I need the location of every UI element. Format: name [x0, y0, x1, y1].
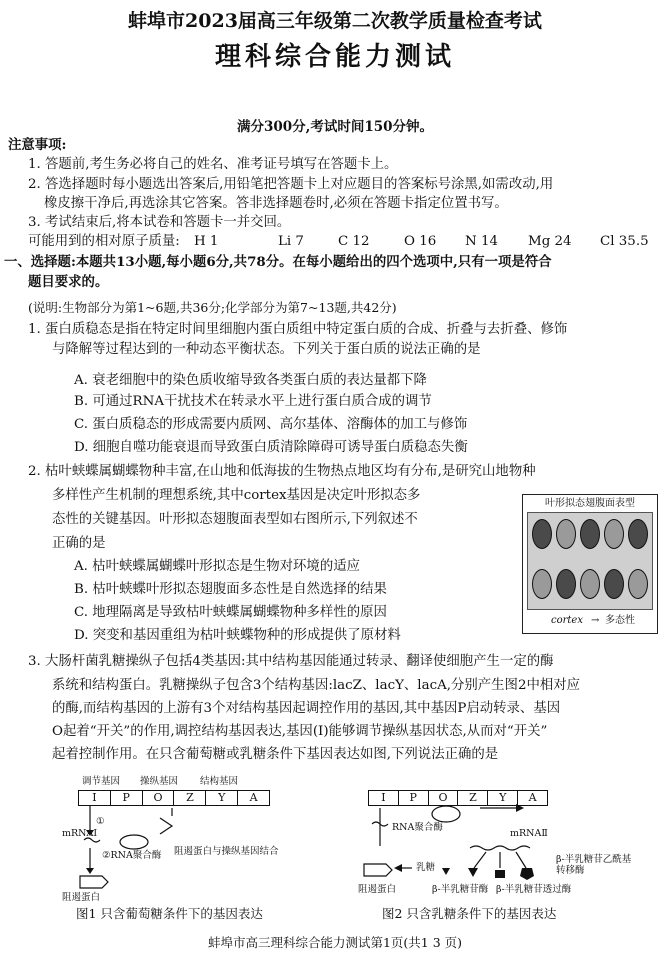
rna-polymerase-label: RNA聚合酶 — [392, 822, 443, 833]
q2-stem-1: 2. 枯叶蛱蝶属蝴蝶物种丰富,在山地和低海拔的生物热点地区均有分布,是研究山地物种 — [28, 464, 536, 479]
q1-option-d: D. 细胞自噬功能衰退而导致蛋白质清除障碍可诱导蛋白质稳态失衡 — [74, 440, 468, 455]
step-1-marker: ① — [96, 816, 105, 827]
figure-1-diagram — [62, 774, 322, 903]
leaf-specimen — [556, 519, 576, 549]
gene-y: Y — [206, 791, 238, 805]
leaf-specimen — [628, 569, 648, 599]
notice-2: 2. 答选择题时每小题选出答案后,用铅笔把答题卡上对应题目的答案标号涂黑,如需改动,用 — [28, 177, 554, 192]
structural-gene-label: 结构基因 — [200, 776, 239, 787]
q2-stem-2: 多样性产生机制的理想系统,其中cortex基因是决定叶形拟态多 — [52, 488, 421, 503]
leaf-specimen — [532, 519, 552, 549]
polymorphism-label: 多态性 — [605, 615, 635, 626]
leaf-specimen — [580, 519, 600, 549]
mrna-2-label: mRNAⅡ — [510, 828, 548, 839]
notice-2-cont: 橡皮擦干净后,再选涂其它答案。答非选择题卷时,必须在答题卡指定位置书写。 — [44, 196, 508, 211]
section-heading: 一、选择题:本题共13小题,每小题6分,共78分。在每小题给出的四个选项中,只有一项是符合 — [4, 254, 552, 270]
q1-option-b: B. 可通过RNA干扰技术在转录水平上进行蛋白质合成的调节 — [74, 394, 432, 409]
section-note: (说明:生物部分为第1~6题,共36分;化学部分为第7~13题,共42分) — [28, 300, 397, 315]
leaf-specimen — [628, 519, 648, 549]
atomic-mass-o: O 16 — [404, 234, 437, 249]
beta-galactosidase-label: β-半乳糖苷酶 — [432, 884, 489, 895]
notice-heading: 注意事项: — [8, 137, 67, 153]
lactose-label: 乳糖 — [416, 862, 436, 873]
score-time: 满分300分,考试时间150分钟。 — [236, 119, 434, 135]
q1-option-a: A. 衰老细胞中的染色质收缩导致各类蛋白质的表达量都下降 — [74, 373, 427, 388]
q2-option-d: D. 突变和基因重组为枯叶蛱蝶物种的形成提供了原材料 — [74, 628, 401, 643]
leaf-specimen — [604, 519, 624, 549]
beta-galactoside-permease-label: β-半乳糖苷透过酶 — [496, 884, 572, 895]
q2-stem-3: 态性的关键基因。叶形拟态翅腹面表型如右图所示,下列叙述不 — [52, 512, 418, 527]
q3-stem-1: 3. 大肠杆菌乳糖操纵子包括4类基因:其中结构基因能通过转录、翻译使细胞产生一定的酶 — [28, 654, 554, 669]
step-2-polymerase-label: ②RNA聚合酶 — [102, 850, 162, 861]
gene-a: A — [249, 791, 258, 804]
notice-1: 1. 答题前,考生务必将自己的姓名、准考证号填写在答题卡上。 — [28, 157, 398, 172]
q1-option-c: C. 蛋白质稳态的形成需要内质网、高尔基体、溶酶体的加工与修饰 — [74, 417, 468, 432]
repressor-binding-label: 阻遏蛋白与操纵基因结合 — [174, 846, 279, 857]
gene-o: O — [429, 791, 459, 805]
q3-stem-2: 系统和结构蛋白。乳糖操纵子包含3个结构基因:lacZ、lacY、lacA,分别产生图2中相对应 — [52, 678, 581, 693]
gene-z: Z — [458, 791, 488, 805]
figure-2-diagram — [350, 784, 650, 900]
figure-2-caption: 图2 只含乳糖条件下的基因表达 — [382, 906, 557, 921]
regulator-gene-label: 调节基因 — [82, 776, 121, 787]
gene-p: P — [111, 791, 143, 805]
atomic-mass-n: N 14 — [465, 234, 499, 249]
gene-y: Y — [488, 791, 518, 805]
section-heading-cont: 题目要求的。 — [28, 274, 109, 290]
atomic-mass-mg: Mg 24 — [528, 234, 572, 249]
gene-i: I — [79, 791, 111, 805]
atomic-mass-cl: Cl 35.5 — [600, 234, 649, 249]
leaf-specimen — [580, 569, 600, 599]
atomic-mass-h: H 1 — [194, 234, 219, 249]
q3-stem-4: O起着“开关”的作用,调控结构基因表达,基因(I)能够调节操纵基因状态,从而对“开关” — [52, 724, 548, 739]
atomic-mass-label: 可能用到的相对原子质量: — [28, 234, 180, 249]
mrna-1-label: mRNAⅠ — [62, 828, 98, 839]
gene-o: O — [143, 791, 175, 805]
atomic-mass-li: Li 7 — [278, 234, 304, 249]
gene-p: P — [399, 791, 429, 805]
fig2-arrows — [350, 784, 650, 900]
cortex-gene-label: cortex — [551, 615, 583, 626]
paper-title: 理科综合能力测试 — [214, 42, 455, 72]
leaf-figure-title: 叶形拟态翅腹面表型 — [545, 498, 635, 509]
notice-3: 3. 考试结束后,将本试卷和答题卡一并交回。 — [28, 215, 291, 230]
page-footer: 蚌埠市高三理科综合能力测试第1页(共1 3 页) — [207, 935, 463, 950]
leaf-mimicry-figure — [522, 494, 658, 634]
repressor-label: 阻遏蛋白 — [62, 892, 101, 903]
operator-gene-label: 操纵基因 — [140, 776, 179, 787]
arrow-icon: → — [591, 615, 600, 626]
gene-z: Z — [174, 791, 206, 805]
q1-stem-2: 与降解等过程达到的一种动态平衡状态。下列关于蛋白质的说法正确的是 — [52, 342, 481, 357]
gene-i: I — [369, 791, 399, 805]
leaf-specimen — [556, 569, 576, 599]
gene-a: A — [528, 791, 537, 804]
q3-stem-3: 的酶,而结构基因的上游有3个对结构基因起调控作用的基因,其中基因P启动转录、基因 — [52, 701, 561, 716]
fig1-arrows — [62, 774, 322, 900]
q2-option-b: B. 枯叶蛱蝶叶形拟态翅腹面多态性是自然选择的结果 — [74, 582, 387, 597]
q1-stem-1: 1. 蛋白质稳态是指在特定时间里细胞内蛋白质组中特定蛋白质的合成、折叠与去折叠、修饰 — [28, 322, 568, 337]
q2-option-c: C. 地理隔离是导致枯叶蛱蝶属蝴蝶物种多样性的原因 — [74, 605, 387, 620]
exam-title: 蚌埠市2023届高三年级第二次教学质量检查考试 — [128, 10, 542, 32]
atomic-mass-c: C 12 — [338, 234, 370, 249]
q3-stem-5: 起着控制作用。在只含葡萄糖或乳糖条件下基因表达如图,下列说法正确的是 — [52, 747, 499, 762]
leaf-specimen — [532, 569, 552, 599]
figure-1-caption: 图1 只含葡萄糖条件下的基因表达 — [76, 906, 263, 921]
fig2-repressor-label: 阻遏蛋白 — [358, 884, 397, 895]
leaf-photo-panel — [527, 512, 653, 610]
q2-option-a: A. 枯叶蛱蝶属蝴蝶叶形拟态是生物对环境的适应 — [74, 559, 360, 574]
beta-galactoside-transacetylase-label: β-半乳糖苷乙酰基转移酶 — [556, 854, 632, 876]
leaf-specimen — [604, 569, 624, 599]
q2-stem-4: 正确的是 — [52, 536, 106, 551]
